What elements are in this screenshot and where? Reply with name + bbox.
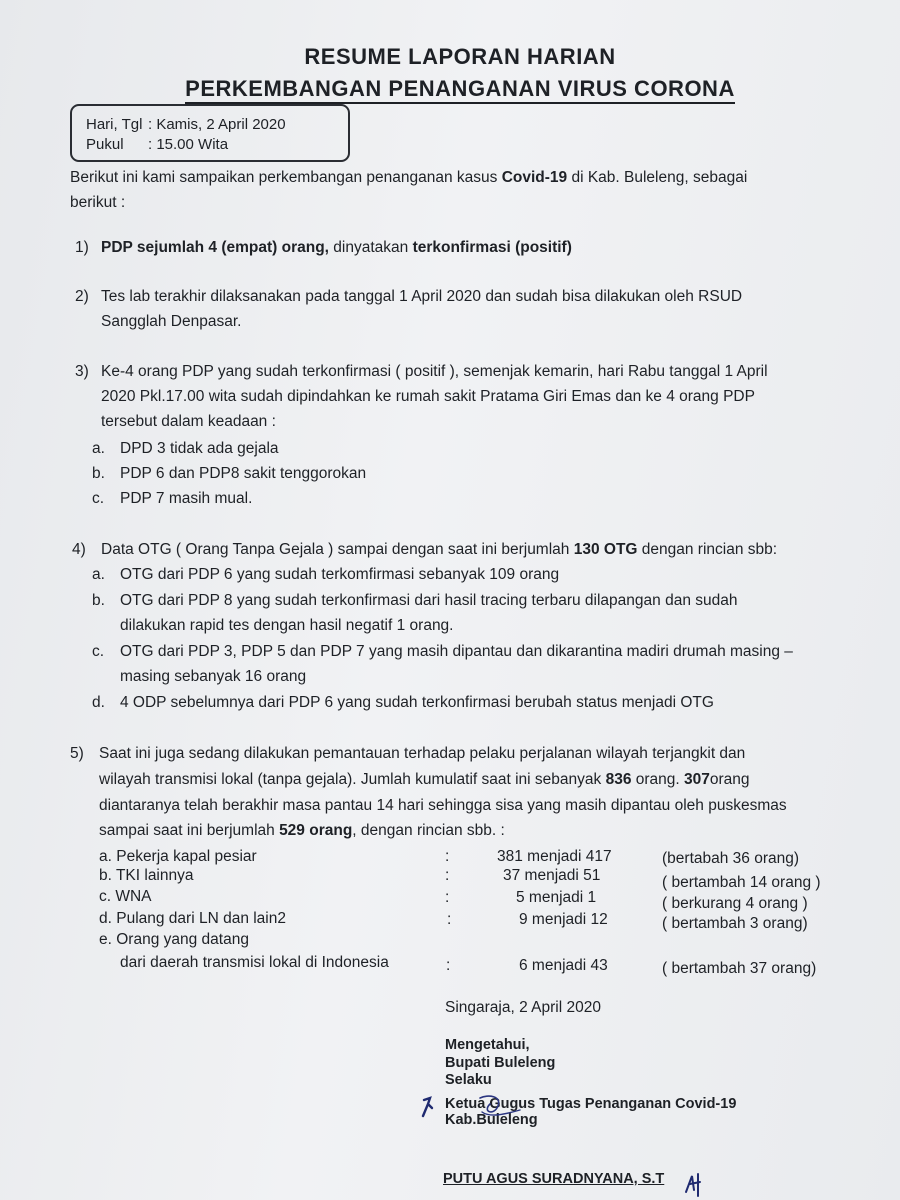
item-5-line-1: Saat ini juga sedang dilakukan pemantauan terhadap pelaku perjalanan wilayah terjangkit dan [99, 745, 746, 762]
row-b-note: ( bertambah 14 orang ) [662, 874, 821, 891]
row-b-colon: : [445, 867, 450, 884]
row-b-value: 37 menjadi 51 [503, 867, 601, 884]
row-c-note: ( berkurang 4 orang ) [662, 895, 808, 912]
item-2-line-1: Tes lab terakhir dilaksanakan pada tanggal 1 April 2020 dan sudah bisa dilakukan oleh RSUD [101, 288, 743, 305]
sub-text: OTG dari PDP 3, PDP 5 dan PDP 7 yang masih dipantau dan dikarantina madiri drumah masing – [120, 643, 793, 660]
item-4-text-b: dengan rincian sbb: [637, 541, 778, 558]
row-e-note: ( bertambah 37 orang) [662, 960, 817, 977]
row-c-value: 5 menjadi 1 [516, 889, 597, 906]
signatory-name: PUTU AGUS SURADNYANA, S.T [443, 1171, 665, 1187]
item-1-number: 1) [75, 239, 89, 256]
initial-mark [680, 1170, 710, 1200]
row-a-note: (bertabah 36 orang) [662, 850, 800, 867]
sub-letter: a. [92, 440, 105, 457]
item-5-line-4 [99, 822, 505, 840]
item-4-number: 4) [72, 541, 86, 558]
row-d-note: ( bertambah 3 orang) [662, 915, 808, 932]
item-2-line-2: Sangglah Denpasar. [101, 313, 242, 330]
sub-text: OTG dari PDP 6 yang sudah terkomfirmasi sebanyak 109 orang [120, 566, 560, 583]
item-5-bold-remaining: 529 orang [279, 822, 353, 839]
item-3-line-1: Ke-4 orang PDP yang sudah terkonfirmasi ( positif ), semenjak kemarin, hari Rabu tanggal 1 April [101, 363, 768, 380]
row-c-colon: : [445, 889, 450, 906]
sub-letter: c. [92, 490, 105, 507]
sub-text: masing sebanyak 16 orang [120, 668, 307, 685]
item-3-sub-a [92, 440, 279, 458]
row-e-label-2: dari daerah transmisi lokal di Indonesia [120, 954, 389, 971]
sub-letter: d. [92, 694, 105, 711]
document-subtitle-text: PERKEMBANGAN PENANGANAN VIRUS CORONA [185, 76, 735, 104]
sub-text: OTG dari PDP 8 yang sudah terkonfirmasi dari hasil tracing terbaru dilapangan dan sudah [120, 592, 738, 609]
item-3-sub-b [92, 465, 366, 483]
item-4-sub-b-cont [92, 617, 454, 635]
place-date: Singaraja, 2 April 2020 [445, 999, 601, 1016]
date-label: Hari, Tgl [86, 116, 143, 133]
row-d-value: 9 menjadi 12 [519, 911, 608, 928]
date-value: : Kamis, 2 April 2020 [148, 116, 286, 133]
item-4-sub-b [92, 592, 737, 610]
item-5-bold-ended: 307 [684, 771, 710, 788]
sub-text: PDP 7 masih mual. [120, 490, 253, 507]
item-5-text-b: orang. [631, 771, 685, 788]
sub-letter: b. [92, 592, 105, 609]
sub-letter: a. [92, 566, 105, 583]
item-3-line-3: tersebut dalam keadaan : [101, 413, 276, 430]
item-1-bold-a: PDP sejumlah 4 (empat) orang, [101, 239, 329, 256]
item-3-line-2: 2020 Pkl.17.00 wita sudah dipindahkan ke rumah sakit Pratama Giri Emas dan ke 4 orang PDP [101, 388, 755, 405]
item-1-text [101, 239, 572, 257]
row-e-colon: : [446, 957, 451, 974]
row-b-label: b. TKI lainnya [99, 867, 194, 884]
item-4-sub-a [92, 566, 559, 584]
item-4-bold: 130 OTG [573, 541, 638, 558]
item-4-text-a: Data OTG ( Orang Tanpa Gejala ) sampai dengan saat ini berjumlah [101, 541, 574, 558]
item-1-bold-b: terkonfirmasi (positif) [412, 239, 572, 256]
sub-text: dilakukan rapid tes dengan hasil negatif 1 orang. [120, 617, 454, 634]
item-2-number: 2) [75, 288, 89, 305]
document-subtitle [10, 76, 900, 102]
document-title: RESUME LAPORAN HARIAN [304, 44, 616, 69]
row-c-label: c. WNA [99, 888, 152, 905]
signature-line-5: Kab.Buleleng [445, 1112, 538, 1128]
date-time-box [70, 104, 350, 162]
sub-letter: c. [92, 643, 105, 660]
item-5-text-c: orang [709, 771, 750, 788]
row-d-label: d. Pulang dari LN dan lain2 [99, 910, 286, 927]
row-a-label: a. Pekerja kapal pesiar [99, 848, 257, 865]
item-3-number: 3) [75, 363, 89, 380]
sub-text: PDP 6 dan PDP8 sakit tenggorokan [120, 465, 367, 482]
date-row [86, 116, 286, 133]
item-4-sub-c [92, 643, 793, 661]
row-a-value: 381 menjadi 417 [497, 848, 612, 865]
intro-line-1 [70, 169, 747, 187]
item-5-bold-total: 836 [605, 771, 632, 788]
item-5-text-e: , dengan rincian sbb. : [352, 822, 505, 839]
item-3-sub-c [92, 490, 252, 508]
row-a-colon: : [445, 848, 450, 865]
handwritten-signature [410, 1088, 580, 1138]
item-5-text-d: sampai saat ini berjumlah [99, 822, 280, 839]
item-4-line-1 [101, 541, 777, 559]
row-e-label-1: e. Orang yang datang [99, 931, 249, 948]
signature-line-3: Selaku [445, 1072, 492, 1088]
item-5-line-2 [99, 771, 750, 789]
intro-text-b: di Kab. Buleleng, sebagai [567, 169, 748, 186]
intro-line-2: berikut : [70, 194, 126, 211]
time-label: Pukul [86, 136, 124, 153]
sub-letter: b. [92, 465, 105, 482]
signature-line-4: Ketua Gugus Tugas Penanganan Covid-19 [445, 1096, 737, 1112]
sub-text: DPD 3 tidak ada gejala [120, 440, 279, 457]
item-4-sub-c-cont [92, 668, 306, 686]
sub-text: 4 ODP sebelumnya dari PDP 6 yang sudah terkonfirmasi berubah status menjadi OTG [120, 694, 714, 711]
item-4-sub-d [92, 694, 714, 712]
item-5-line-3: diantaranya telah berakhir masa pantau 14 hari sehingga sisa yang masih dipantau oleh puskesmas [99, 797, 787, 814]
row-d-colon: : [447, 911, 452, 928]
item-5-text-a: wilayah transmisi lokal (tanpa gejala). Jumlah kumulatif saat ini sebanyak [99, 771, 606, 788]
signature-line-2: Bupati Buleleng [445, 1055, 556, 1071]
item-5-number: 5) [70, 745, 84, 762]
intro-text-a: Berikut ini kami sampaikan perkembangan penanganan kasus [70, 169, 502, 186]
row-e-value: 6 menjadi 43 [519, 957, 608, 974]
signature-line-1: Mengetahui, [445, 1037, 530, 1053]
time-value: : 15.00 Wita [148, 136, 229, 153]
intro-bold: Covid-19 [501, 169, 568, 186]
item-1-plain: dinyatakan [328, 239, 413, 256]
time-row [86, 136, 228, 153]
